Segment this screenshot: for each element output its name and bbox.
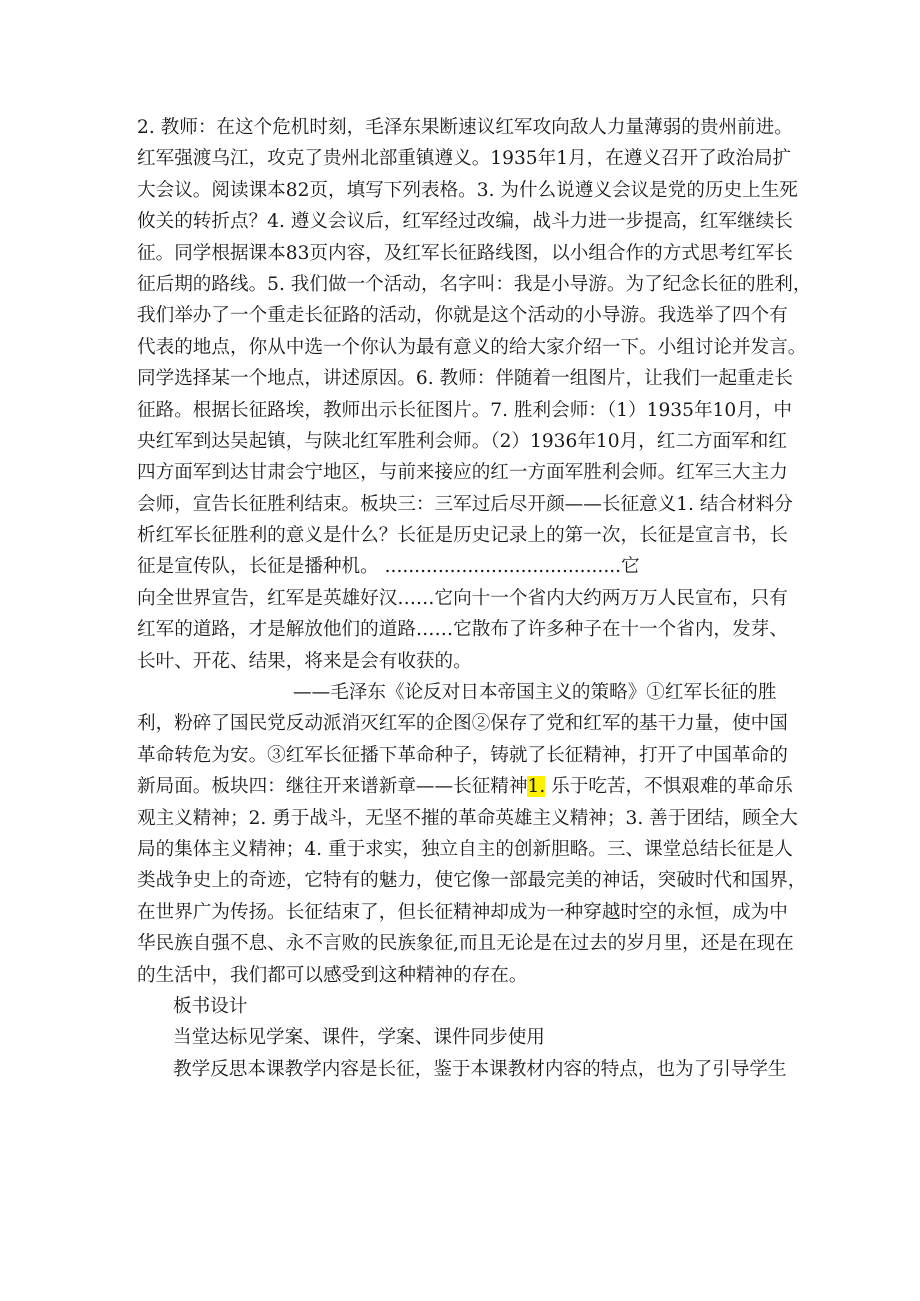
text-line: 我们举办了一个重走长征路的活动，你就是这个活动的小导游。我选举了四个有 xyxy=(137,305,788,327)
text-segment: 乐于吃苦，不惧艰难的革命乐 xyxy=(545,776,793,798)
highlighted-number: 1. xyxy=(527,776,546,798)
text-line: 红军强渡乌江，攻克了贵州北部重镇遵义。1935年1月，在遵义召开了政治局扩 xyxy=(137,148,792,170)
quote-attribution-line: ——毛泽东《论反对日本帝国主义的策略》①红军长征的胜 xyxy=(293,682,777,704)
text-line: 利，粉碎了国民党反动派消灭红军的企图②保存了党和红军的基干力量，使中国 xyxy=(137,713,788,735)
text-line: 在世界广为传扬。长征结束了，但长征精神却成为一种穿越时空的永恒，成为中 xyxy=(137,901,788,923)
section-heading: 板书设计 xyxy=(173,995,248,1017)
text-line: 会师，宣告长征胜利结束。板块三：三军过后尽开颜——长征意义1. 结合材料分 xyxy=(137,493,793,515)
text-line: 长叶、开花、结果，将来是会有收获的。 xyxy=(137,650,472,672)
text-line: 征路。根据长征路埃，教师出示长征图片。7. 胜利会师：（1）1935年10月，中 xyxy=(137,399,792,421)
text-line: 析红军长征胜利的意义是什么？长征是历史记录上的第一次，长征是宣言书，长 xyxy=(137,525,788,547)
text-line: 征。同学根据课本83页内容，及红军长征路线图，以小组合作的方式思考红军长 xyxy=(137,242,793,264)
text-line: 当堂达标见学案、课件，学案、课件同步使用 xyxy=(173,1027,545,1049)
text-line: 2. 教师：在这个危机时刻，毛泽东果断速议红军攻向敌人力量薄弱的贵州前进。 xyxy=(137,117,793,138)
text-line: 大会议。阅读课本82页，填写下列表格。3. 为什么说遵义会议是党的历史上生死 xyxy=(137,179,798,201)
text-line xyxy=(137,771,797,802)
text-line: 攸关的转折点？4. 遵义会议后，红军经过改编，战斗力进一步提高，红军继续长 xyxy=(137,211,793,233)
text-line: 四方面军到达甘肃会宁地区，与前来接应的红一方面军胜利会师。红军三大主力 xyxy=(137,462,788,484)
text-line: 征是宣传队，长征是播种机。 ........................................它 xyxy=(137,556,640,578)
text-line: 红军的道路，才是解放他们的道路……它散布了许多种子在十一个省内，发芽、 xyxy=(137,619,788,641)
text-line: 类战争史上的奇迹，它特有的魅力，使它像一部最完美的神话，突破时代和国界， xyxy=(137,870,807,892)
document-body xyxy=(137,112,812,1085)
text-line: 观主义精神；2. 勇于战斗，无坚不摧的革命英雄主义精神；3. 善于团结，顾全大 xyxy=(137,807,798,829)
text-line: 征后期的路线。5. 我们做一个活动，名字叫：我是小导游。为了纪念长征的胜利， xyxy=(137,273,812,295)
text-line: 局的集体主义精神；4. 重于求实，独立自主的创新胆略。三、课堂总结长征是人 xyxy=(137,838,793,860)
text-segment: 新局面。板块四：继往开来谱新章——长征精神 xyxy=(137,776,528,798)
text-line: 教学反思本课教学内容是长征，鉴于本课教材内容的特点，也为了引导学生 xyxy=(173,1058,787,1080)
text-line: 的生活中，我们都可以感受到这种精神的存在。 xyxy=(137,964,528,986)
text-line: 革命转危为安。③红军长征播下革命种子，铸就了长征精神，打开了中国革命的 xyxy=(137,744,788,766)
text-line: 央红军到达吴起镇，与陕北红军胜利会师。（2）1936年10月，红二方面军和红 xyxy=(137,430,787,452)
text-line: 向全世界宣告，红军是英雄好汉……它向十一个省内大约两万万人民宣布，只有 xyxy=(137,587,788,609)
text-line: 华民族自强不息、永不言败的民族象征,而且无论是在过去的岁月里，还是在现在 xyxy=(137,933,794,955)
text-line: 代表的地点，你从中选一个你认为最有意义的给大家介绍一下。小组讨论并发言。 xyxy=(137,336,807,358)
text-line: 同学选择某一个地点，讲述原因。6. 教师：伴随着一组图片，让我们一起重走长 xyxy=(137,368,793,390)
